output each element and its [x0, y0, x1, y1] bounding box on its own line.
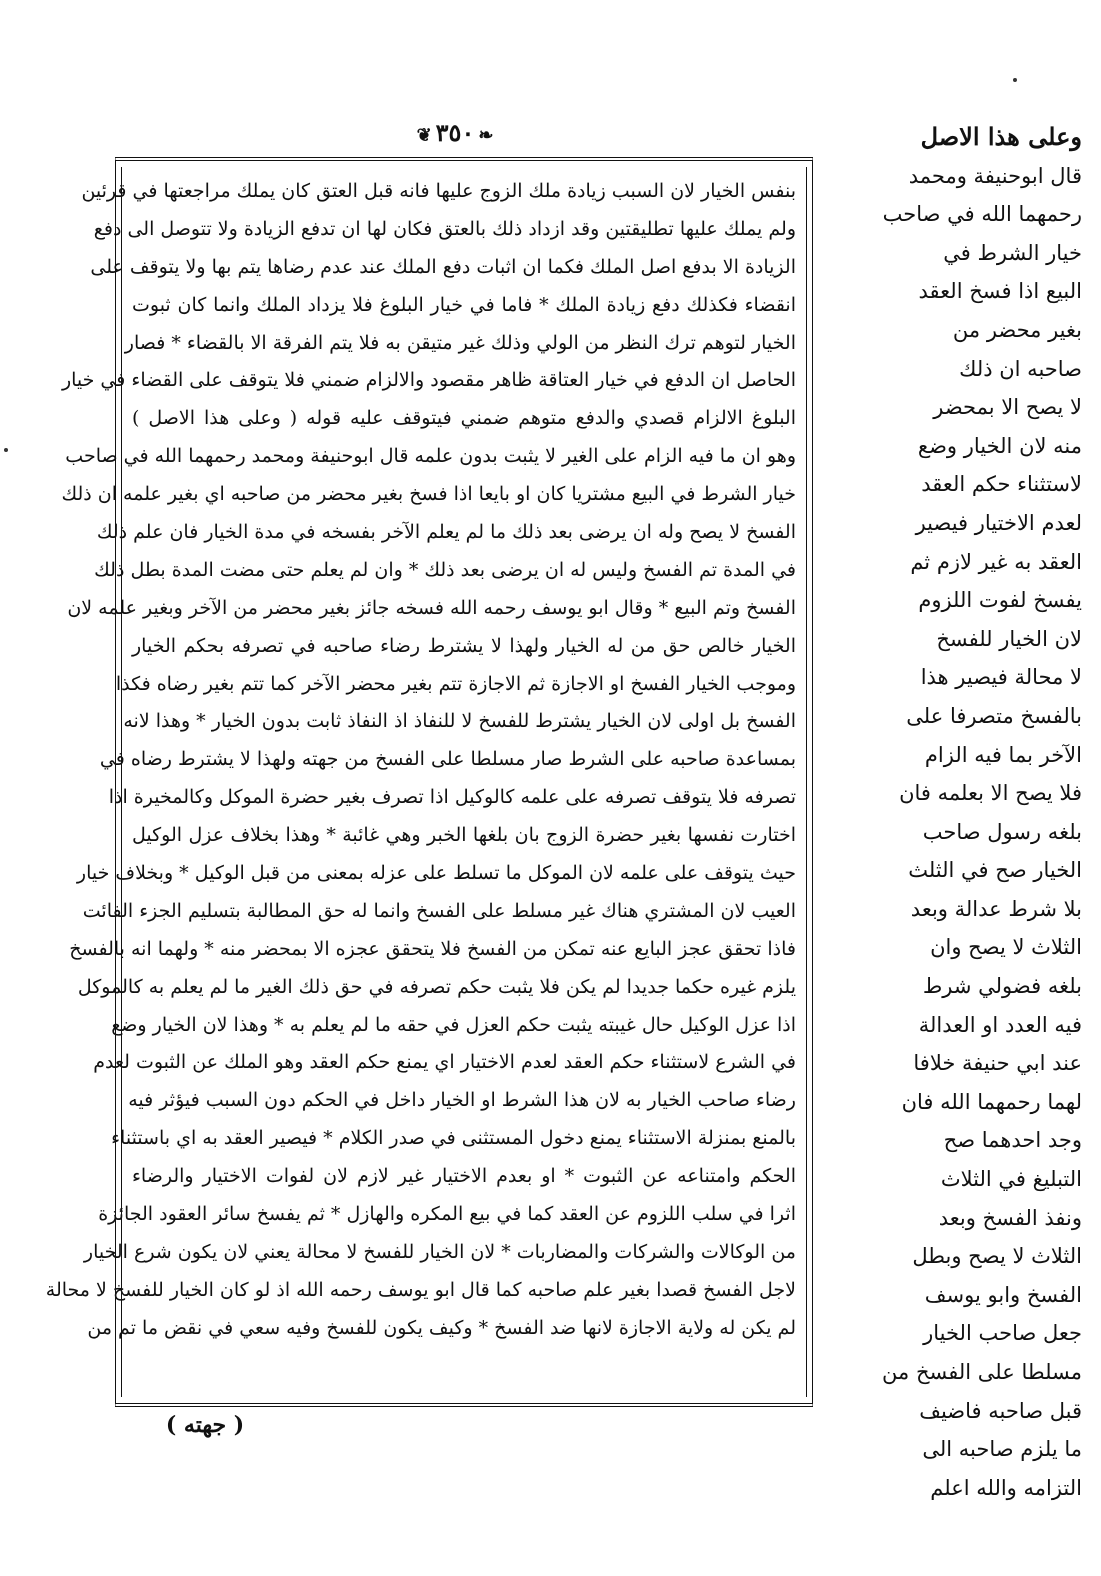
margin-text-line: خيار الشرط في: [943, 240, 1082, 265]
main-text-line: لم يكن له ولاية الاجازة لانها ضد الفسخ * وكيف يكون للفسخ وفيه سعي في نقض ما تم من: [87, 1316, 796, 1339]
main-text-line: حيث يتوقف على علمه لان الموكل ما تسلط على عزله بمعنى من قبل الوكيل * وبخلاف خيار: [76, 862, 796, 885]
stray-mark: [4, 448, 8, 452]
main-text-line: وموجب الخيار الفسخ او الاجازة ثم الاجازة تتم بغير محضر الآخر كما تتم بغير رضاه فكذا: [115, 672, 796, 695]
margin-text-line: لهما رحمهما الله فان: [901, 1089, 1082, 1114]
main-text-line: الفسخ وتم البيع * وقال ابو يوسف رحمه الله فسخه جائز بغير محضر من الآخر وبغير علمه لان: [67, 596, 796, 619]
margin-text-line: ونفذ الفسخ وبعد: [938, 1205, 1082, 1230]
margin-text-line: الفسخ وابو يوسف: [924, 1282, 1082, 1307]
page-number: [400, 118, 510, 147]
margin-text-line: الآخر بما فيه الزام: [924, 742, 1082, 767]
margin-heading: وعلى هذا الاصل: [920, 122, 1082, 151]
main-text-line: اثرا في سلب اللزوم عن العقد كما في بيع المكره والهازل * ثم يفسخ سائر العقود الجائزة: [98, 1203, 796, 1226]
left-ornament-icon: ❦: [416, 125, 432, 146]
margin-text-line: لان الخيار للفسخ: [936, 626, 1082, 651]
main-text-line: الخيار خالص حق من له الخيار ولهذا لا يشترط رضاء صاحبه في تصرفه بحكم الخيار: [132, 634, 796, 657]
main-text-line: لاجل الفسخ قصدا بغير علم صاحبه كما قال ابو يوسف رحمه الله اذ لو كان الخيار للفسخ لا محالة: [45, 1278, 796, 1301]
main-text-line: اذا عزل الوكيل حال غيبته يثبت حكم العزل في حقه ما لم يعلم به * وهذا لان الخيار وضع: [111, 1013, 796, 1036]
stray-mark: [1013, 78, 1017, 82]
margin-text-line: بلا شرط عدالة وبعد: [910, 896, 1082, 921]
margin-text-line: قال ابوحنيفة ومحمد: [908, 163, 1082, 188]
main-text-line: الخيار لتوهم ترك النظر من الولي وذلك غير متيقن به فلا يتم الفرقة الا بالقضاء * فصار: [124, 331, 796, 354]
margin-text-line: وجد احدهما صح: [943, 1128, 1082, 1153]
margin-commentary: [822, 118, 1082, 1507]
main-text-line: فاذا تحقق عجز البايع عنه تمكن من الفسخ فلا يتحقق عجزه الا بمحضر منه * ولهما انه بالفسخ: [69, 937, 796, 960]
margin-text-line: بلغه فضولي شرط: [922, 974, 1082, 999]
margin-text-line: العقد به غير لازم ثم: [910, 549, 1082, 574]
main-text-line: بمساعدة صاحبه على الشرط صار مسلطا على الفسخ من جهته ولهذا لا يشترط رضاه في: [99, 748, 796, 771]
margin-text-line: لاستثناء حكم العقد: [921, 472, 1082, 497]
margin-text-line: يفسخ لفوت اللزوم: [918, 588, 1082, 613]
margin-text-line: لعدم الاختيار فيصير: [915, 510, 1082, 535]
margin-text-line: جعل صاحب الخيار: [923, 1321, 1082, 1346]
main-text-line: البلوغ الالزام قصدي والدفع متوهم ضمني فيتوقف عليه قوله ( وعلى هذا الاصل ): [132, 407, 796, 430]
main-text-line: وهو ان ما فيه الزام على الغير لا يثبت بدون علمه قال ابوحنيفة ومحمد رحمهما الله في صاحب: [65, 445, 796, 468]
right-ornament-icon: ❧: [478, 125, 494, 146]
main-text-line: انقضاء فكذلك دفع زيادة الملك * فاما في خيار البلوغ فلا يزداد الملك وانما كان ثبوت: [132, 293, 796, 316]
margin-text-line: بالفسخ متصرفا على: [906, 703, 1082, 728]
margin-text-line: التبليغ في الثلاث: [940, 1167, 1082, 1192]
main-text-line: الزيادة الا بدفع اصل الملك فكما ان اثبات دفع الملك عند عدم رضاها يتم بها ولا يتوقف على: [90, 255, 796, 278]
main-text-line: خيار الشرط في البيع مشتريا كان او بايعا اذا فسخ بغير محضر من صاحبه اي بغير علمه ان ذلك: [61, 483, 796, 506]
main-text-line: بنفس الخيار لان السبب زيادة ملك الزوج عليها فانه قبل العتق كان يملك مراجعتها في قرئين: [81, 180, 796, 202]
margin-text-line: فيه العدد او العدالة: [918, 1012, 1082, 1037]
margin-text-line: صاحبه ان ذلك: [959, 356, 1082, 381]
main-text-body: [45, 173, 796, 1391]
main-text-line: في الشرع لاستثناء حكم العقد لعدم الاختيار اي يمنع حكم العقد وهو الملك عن الثبوت لعدم: [93, 1051, 796, 1074]
main-text-line: رضاء صاحب الخيار به لان هذا الشرط او الخيار داخل في الحكم دون السبب فيؤثر فيه: [128, 1089, 796, 1112]
margin-text-line: قبل صاحبه فاضيف: [919, 1398, 1082, 1423]
main-text-line: العيب لان المشتري هناك غير مسلط على الفسخ وانما له حق المطالبة بتسليم الجزء الفائت: [82, 899, 796, 922]
main-text-line: بالمنع بمنزلة الاستثناء يمنع دخول المستثنى في صدر الكلام * فيصير العقد به اي باستثناء: [111, 1127, 796, 1150]
catchword: ( جهته ): [165, 1412, 245, 1438]
margin-text-line: عند ابي حنيفة خلافا: [913, 1051, 1082, 1076]
margin-text-line: مسلطا على الفسخ من: [882, 1360, 1082, 1384]
margin-text-line: لا محالة فيصير هذا: [920, 665, 1082, 690]
main-text-line: ولم يملك عليها تطليقتين وقد ازداد ذلك بالعتق فكان لها ان تدفع الزيادة ولا تتوصل الى دفع: [93, 217, 796, 240]
main-text-line: الفسخ بل اولى لان الخيار يشترط للفسخ لا للنفاذ اذ النفاذ ثابت بدون الخيار * وهذا لانه: [123, 710, 796, 733]
margin-text-line: الخيار صح في الثلث: [908, 858, 1082, 883]
main-text-line: في المدة تم الفسخ وليس له ان يرضى بعد ذلك * وان لم يعلم حتى مضت المدة بطل ذلك: [94, 558, 796, 581]
page-number-text: ٣٥٠: [435, 118, 475, 147]
margin-text-line: رحمهما الله في صاحب: [882, 202, 1082, 227]
main-text-line: من الوكالات والشركات والمضاربات * لان الخيار للفسخ لا محالة يعني لان يكون شرع الخيار: [83, 1240, 796, 1263]
margin-text-line: التزامه والله اعلم: [930, 1475, 1082, 1500]
main-text-line: الحكم وامتناعه عن الثبوت * او بعدم الاختيار غير لازم لان لفوات الاختيار والرضاء: [132, 1165, 796, 1188]
main-text-line: اختارت نفسها بغير حضرة الزوج بان بلغها الخبر وهي غائبة * وهذا بخلاف عزل الوكيل: [132, 824, 796, 847]
main-text-line: الفسخ لا يصح وله ان يرضى بعد ذلك ما لم يعلم الآخر بفسخه في مدة الخيار فان علم ذلك: [96, 521, 796, 544]
margin-text-line: فلا يصح الا بعلمه فان: [899, 781, 1082, 806]
margin-text-line: لا يصح الا بمحضر: [933, 395, 1082, 420]
main-text-line: تصرفه فلا يتوقف تصرفه على علمه كالوكيل اذا تصرف بغير حضرة الموكل وكالمخيرة اذا: [108, 786, 796, 809]
margin-text-line: بلغه رسول صاحب: [922, 819, 1082, 844]
main-text-line: الحاصل ان الدفع في خيار العتاقة ظاهر مقصود والالزام ضمني فلا يتوقف على القضاء في خيار: [61, 369, 796, 392]
margin-text-line: البيع اذا فسخ العقد: [918, 279, 1082, 304]
margin-text-line: ما يلزم صاحبه الى: [922, 1437, 1082, 1462]
main-text-frame: [45, 157, 813, 1407]
margin-text-line: الثلاث لا يصح وبطل: [912, 1244, 1082, 1269]
margin-text-line: منه لان الخيار وضع: [917, 433, 1082, 458]
margin-text-line: الثلاث لا يصح وان: [930, 935, 1082, 960]
main-text-line: يلزم غيره حكما جديدا لم يكن فلا يثبت حكم تصرفه في حق ذلك الغير ما لم يعلم به كالموكل: [77, 975, 796, 998]
margin-text-line: بغير محضر من: [952, 317, 1082, 342]
